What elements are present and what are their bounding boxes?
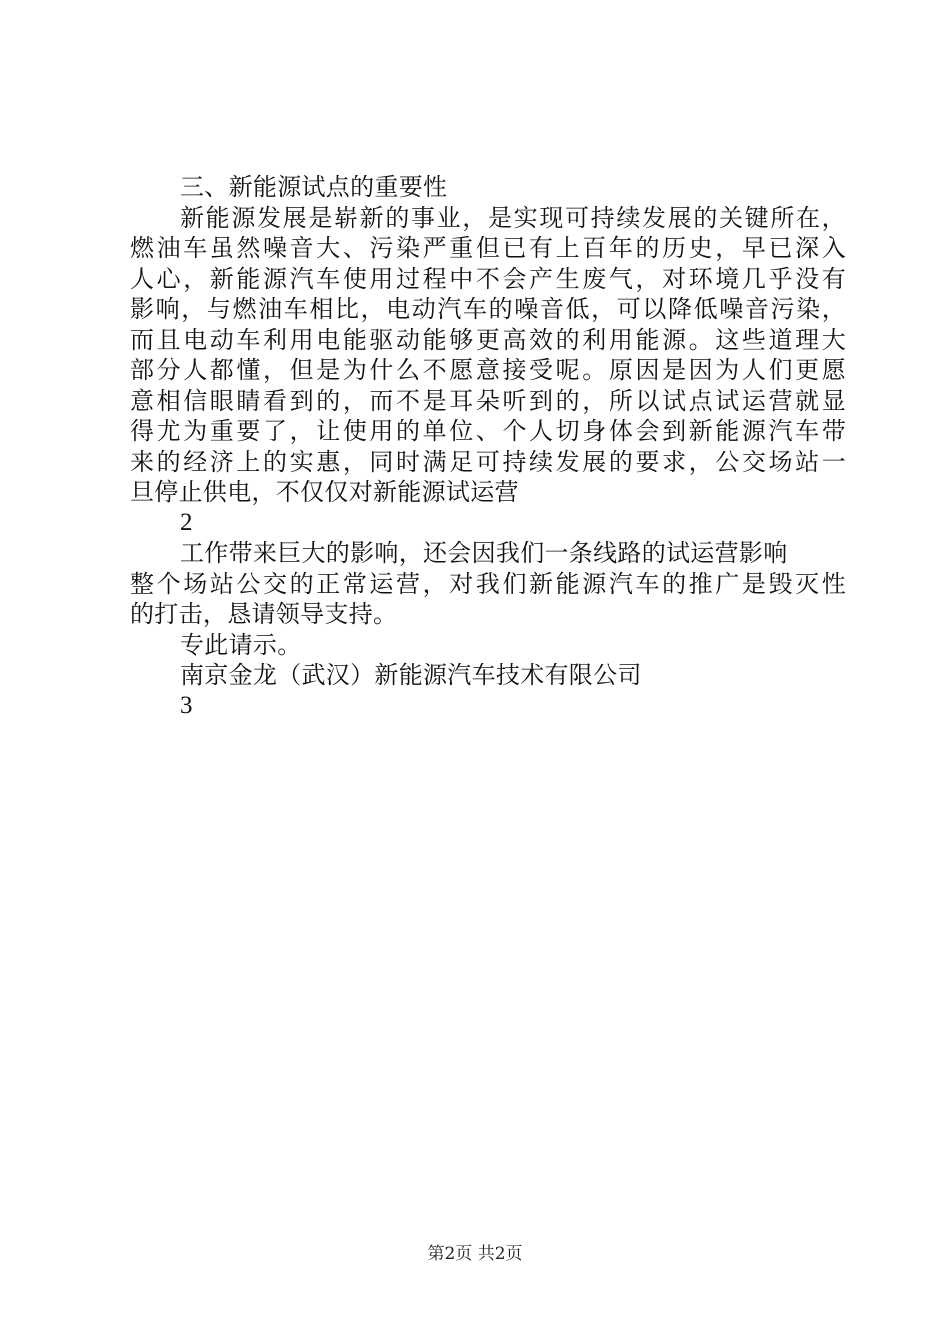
paragraph-line: 人心，新能源汽车使用过程中不会产生废气，对环境几乎没有 bbox=[130, 264, 846, 293]
page-footer: 第2页 共2页 bbox=[427, 1244, 523, 1264]
paragraph-line: 旦停止供电，不仅仅对新能源试运营 bbox=[130, 478, 519, 506]
paragraph-line: 来的经济上的实惠，同时满足可持续发展的要求，公交场站一 bbox=[130, 447, 846, 476]
paragraph-line: 影响，与燃油车相比，电动汽车的噪音低，可以降低噪音污染， bbox=[130, 295, 846, 323]
paragraph-line: 工作带来巨大的影响，还会因我们一条线路的试运营影响 bbox=[180, 539, 788, 567]
paragraph-line: 整个场站公交的正常运营，对我们新能源汽车的推广是毁灭性 bbox=[130, 569, 846, 598]
paragraph-importance bbox=[130, 203, 846, 508]
paragraph-line: 燃油车虽然噪音大、污染严重但已有上百年的历史，早已深入 bbox=[130, 234, 846, 262]
paragraph-line: 的打击，恳请领导支持。 bbox=[130, 600, 398, 628]
paragraph-line: 而且电动车利用电能驱动能够更高效的利用能源。这些道理大 bbox=[130, 325, 846, 354]
section-heading: 三、新能源试点的重要性 bbox=[180, 173, 448, 201]
paragraph-line: 新能源发展是崭新的事业，是实现可持续发展的关键所在， bbox=[180, 203, 846, 232]
paragraph-line: 部分人都懂，但是为什么不愿意接受呢。原因是因为人们更愿 bbox=[130, 356, 846, 384]
paragraph-line: 意相信眼睛看到的，而不是耳朵听到的，所以试点试运营就显 bbox=[130, 386, 846, 415]
closing-line: 专此请示。 bbox=[180, 630, 302, 659]
document-body bbox=[130, 172, 846, 721]
paragraph-impact bbox=[130, 538, 846, 630]
company-signature: 南京金龙（武汉）新能源汽车技术有限公司 bbox=[180, 661, 642, 689]
paragraph-line: 得尤为重要了，让使用的单位、个人切身体会到新能源汽车带 bbox=[130, 417, 846, 445]
inline-number-marker: 3 bbox=[180, 691, 193, 719]
inline-number-marker: 2 bbox=[180, 508, 193, 536]
